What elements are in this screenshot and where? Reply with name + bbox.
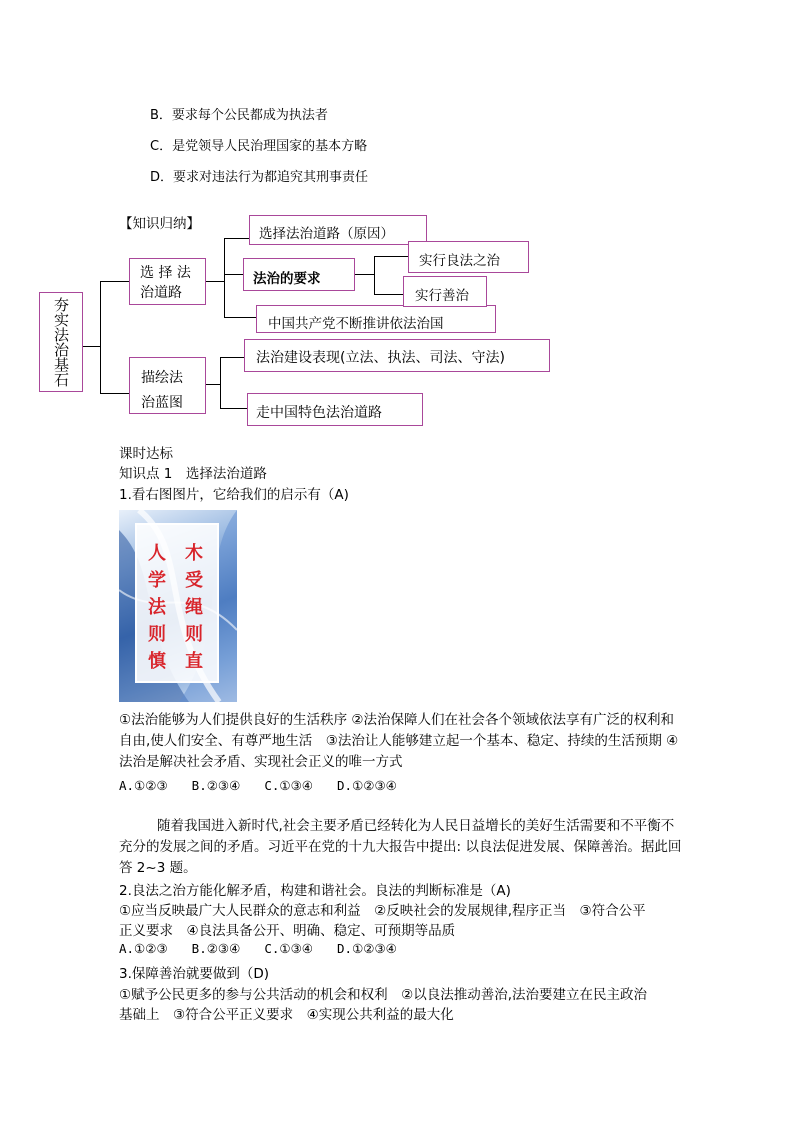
q3-stem: 3.保障善治就要做到（D) <box>119 966 270 982</box>
connector <box>206 281 224 282</box>
option-c: C．是党领导人民治理国家的基本方略 <box>150 139 368 154</box>
choice-a: A.①②③ <box>119 941 168 956</box>
q2-line1: ①应当反映最广大人民群众的意志和利益 ②反映社会的发展规律,程序正当 ③符合公平 <box>119 903 646 919</box>
choice-d: D.①②③④ <box>337 778 397 793</box>
node-good-law: 实行良法之治 <box>408 241 529 273</box>
node-requirements: 法治的要求 <box>243 258 355 291</box>
poster-char: 绳 <box>185 597 203 618</box>
poster-char: 直 <box>185 651 203 672</box>
q1-stem: 1.看右图图片，它给我们的启示有（A) <box>119 487 349 503</box>
q3-line1: ①赋予公民更多的参与公共活动的机会和权利 ②以良法推动善治,法治要建立在民主政治 <box>119 987 647 1003</box>
connector <box>374 256 408 257</box>
poster-left-column <box>146 540 168 675</box>
connector <box>220 357 244 358</box>
choice-b: B.②③④ <box>191 941 241 956</box>
branch-choose-path <box>129 258 206 305</box>
choice-d: D.①②③④ <box>337 941 397 956</box>
connector <box>224 317 256 318</box>
node-party: 中国共产党不断推讲依法治国 <box>256 305 496 333</box>
connector <box>100 393 129 394</box>
branch-line: 治蓝图 <box>141 395 183 411</box>
connector <box>220 357 221 409</box>
poster-char: 学 <box>148 570 166 591</box>
passage: 随着我国进入新时代,社会主要矛盾已经转化为人民日益增长的美好生活需要和不平衡不充分的发展之间的矛盾。习近平在党的十九大报告中提出: 以良法促进发展、保障善治。据此回答 2~3 题。 <box>119 818 682 876</box>
node-reason: 选择法治道路（原因） <box>249 215 427 245</box>
choice-c: C.①③④ <box>264 941 314 956</box>
poster-char: 木 <box>185 543 203 564</box>
q3-line2: 基础上 ③符合公平正义要求 ④实现公共利益的最大化 <box>119 1007 454 1023</box>
option-d: D．要求对违法行为都追究其刑事责任 <box>150 170 369 185</box>
option-b: B．要求每个公民都成为执法者 <box>150 108 328 123</box>
q2-choices <box>119 941 421 956</box>
branch-blueprint <box>129 357 206 414</box>
poster-char: 则 <box>185 624 203 645</box>
poster-char: 法 <box>148 597 166 618</box>
connector <box>374 294 403 295</box>
node-good-governance: 实行善治 <box>403 276 487 307</box>
root-label: 夯实法治基石 <box>52 297 70 387</box>
choice-a: A.①②③ <box>119 778 168 793</box>
connector <box>355 274 374 275</box>
poster-char: 人 <box>148 543 166 564</box>
branch-line: 选 择 法 <box>140 265 191 281</box>
connector <box>100 281 129 282</box>
choice-b: B.②③④ <box>191 778 241 793</box>
q1-choices <box>119 778 421 793</box>
q1-body: ①法治能够为人们提供良好的生活秩序 ②法治保障人们在社会各个领域依法享有广泛的权利和自由,使人们安全、有尊严地生活 ③法治让人能够建立起一个基本、稳定、持续的生活预期 ④法治是解决社会矛盾、实现社会正义的唯一方式 <box>119 712 679 770</box>
node-chinese-path: 走中国特色法治道路 <box>247 393 423 426</box>
branch-line: 描绘法 <box>141 370 183 386</box>
section-title: 课时达标 <box>119 446 173 462</box>
poster-char: 受 <box>185 570 203 591</box>
connector <box>224 238 225 318</box>
connector <box>100 281 101 394</box>
connector <box>224 238 249 239</box>
branch-line: 治道路 <box>140 285 182 301</box>
connector <box>374 256 375 295</box>
connector <box>83 346 100 347</box>
choice-c: C.①③④ <box>264 778 314 793</box>
connector <box>220 408 247 409</box>
root-node <box>39 292 83 392</box>
poster-char: 则 <box>148 624 166 645</box>
poster-char: 慎 <box>148 651 166 672</box>
connector <box>206 384 220 385</box>
knowledge-heading: 【知识归纳】 <box>119 216 200 232</box>
connector <box>224 274 243 275</box>
poster-image <box>119 510 237 702</box>
q2-stem: 2.良法之治方能化解矛盾，构建和谐社会。良法的判断标准是（A) <box>119 883 511 899</box>
node-construction: 法治建设表现(立法、执法、司法、守法) <box>244 339 550 372</box>
knowledge-point: 知识点 1 选择法治道路 <box>119 466 267 482</box>
poster-right-column <box>183 540 205 675</box>
q2-line2: 正义要求 ④良法具备公开、明确、稳定、可预期等品质 <box>119 923 456 939</box>
